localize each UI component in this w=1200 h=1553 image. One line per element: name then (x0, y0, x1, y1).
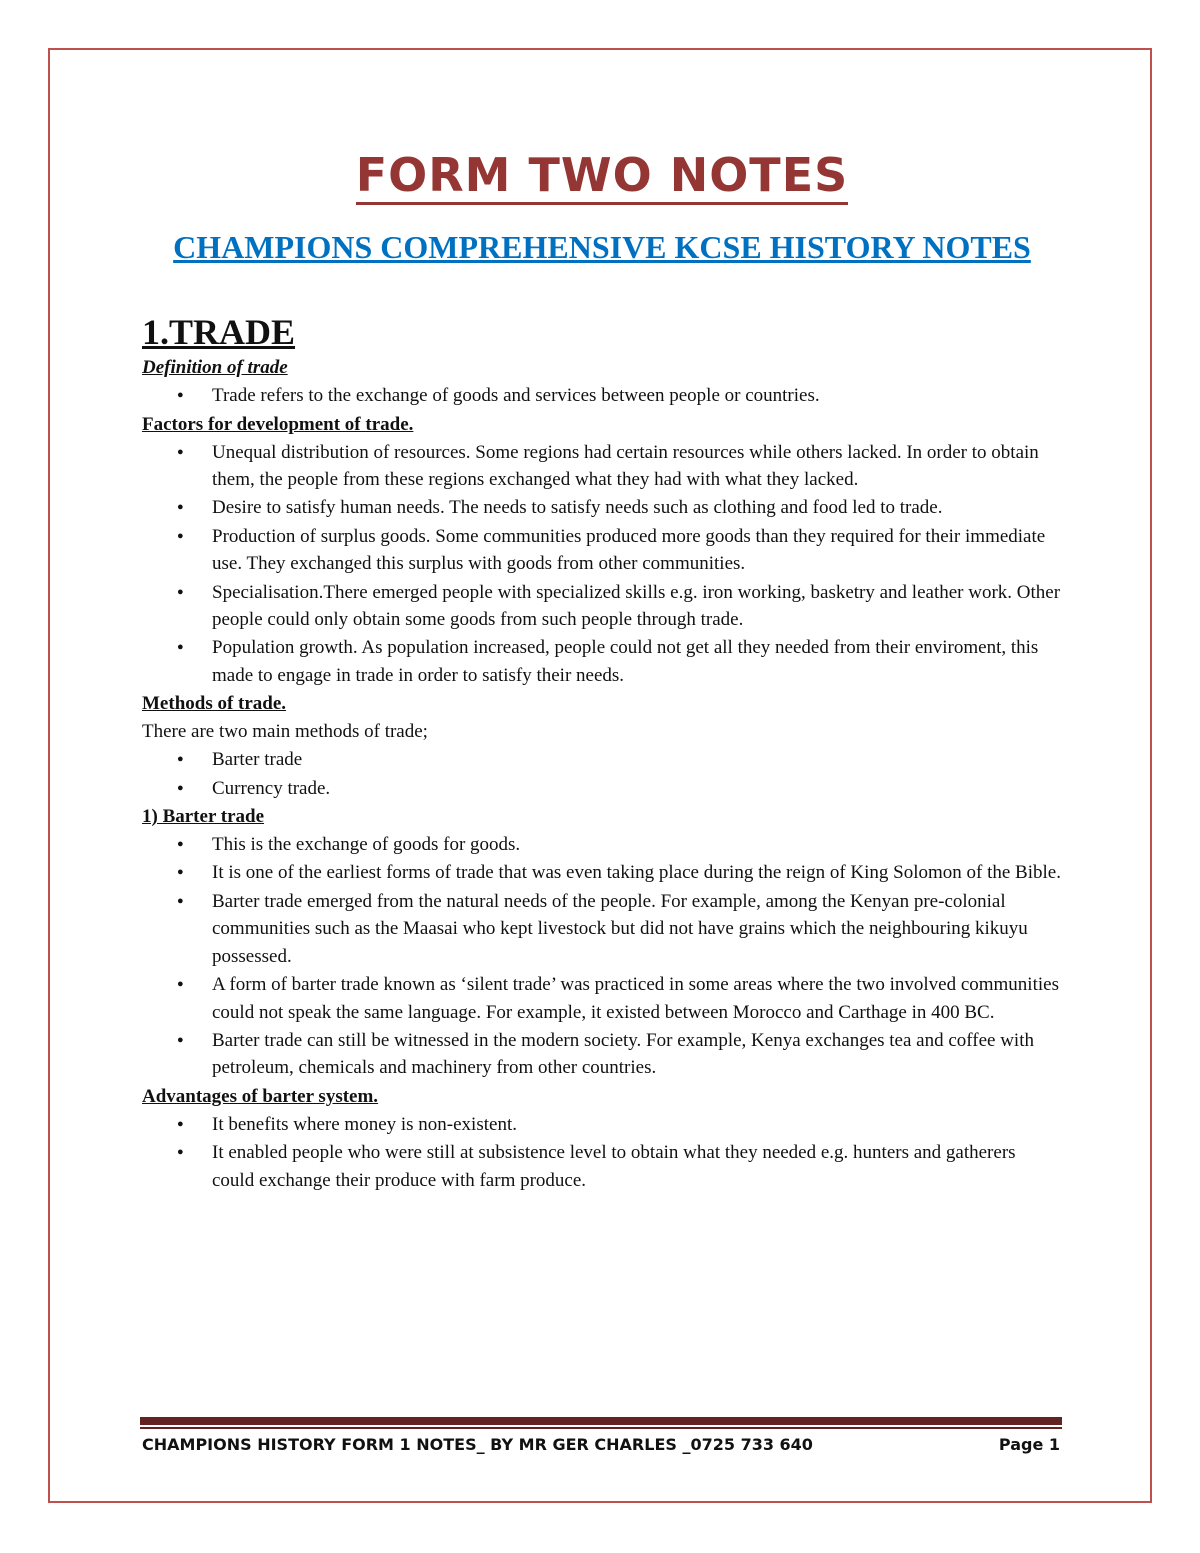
list-item: ● Barter trade (142, 746, 1062, 773)
advantages-list (142, 1111, 1062, 1194)
page-title-text: FORM TWO NOTES (356, 148, 849, 205)
definition-list (142, 382, 1062, 409)
barter-heading: 1) Barter trade (142, 806, 265, 828)
list-item: ● Barter trade emerged from the natural needs of the people. For example, among the Kenyan pre-colonial communities such as the Maasai who kept livestock but did not have grains which the neighbouring kikuyu possessed. (142, 888, 1062, 970)
methods-heading: Methods of trade. (142, 693, 287, 715)
footer-rule (140, 1417, 1062, 1425)
factors-list (142, 439, 1062, 690)
definition-heading: Definition of trade (142, 357, 288, 379)
footer-rule-thin (140, 1427, 1062, 1429)
list-item: ● This is the exchange of goods for goods. (142, 831, 1062, 858)
list-item: ● Unequal distribution of resources. Some regions had certain resources while others lacked. In order to obtain them, the people from these regions exchanged what they had with what they lacked. (142, 439, 1062, 494)
list-item: ● Desire to satisfy human needs. The needs to satisfy needs such as clothing and food led to trade. (142, 494, 1062, 521)
footer-left-text: CHAMPIONS HISTORY FORM 1 NOTES_ BY MR GER CHARLES _0725 733 640 (142, 1435, 813, 1454)
list-item: ● Currency trade. (142, 775, 1062, 802)
page-content (142, 150, 1062, 1195)
list-item: ● Production of surplus goods. Some communities produced more goods than they required for their immediate use. They exchanged this surplus with goods from other communities. (142, 523, 1062, 578)
list-item: ● Specialisation.There emerged people with specialized skills e.g. iron working, basketry and leather work. Other people could only obtain some goods from such people through trade. (142, 579, 1062, 634)
list-item: ● Trade refers to the exchange of goods and services between people or countries. (142, 382, 1062, 409)
page-number: Page 1 (998, 1435, 1060, 1454)
advantages-heading: Advantages of barter system. (142, 1085, 379, 1107)
section-heading: 1.TRADE (142, 311, 296, 352)
page-subtitle: CHAMPIONS COMPREHENSIVE KCSE HISTORY NOTES (173, 228, 1031, 265)
list-item: ● A form of barter trade known as ‘silent trade’ was practiced in some areas where the two involved communities could not speak the same language. For example, it existed between Morocco and Carthage in 400 BC. (142, 971, 1062, 1026)
factors-heading: Factors for development of trade. (142, 413, 414, 435)
barter-list (142, 831, 1062, 1082)
methods-intro: There are two main methods of trade; (142, 721, 428, 743)
methods-list (142, 746, 1062, 802)
list-item: ● It enabled people who were still at subsistence level to obtain what they needed e.g. hunters and gatherers could exchange their produce with farm produce. (142, 1139, 1062, 1194)
page-title (142, 150, 1062, 201)
list-item: ● It benefits where money is non-existent. (142, 1111, 1062, 1138)
page-footer (142, 1435, 1060, 1454)
list-item: ● Population growth. As population increased, people could not get all they needed from their enviroment, this made to engage in trade in order to satisfy their needs. (142, 634, 1062, 689)
list-item: ● Barter trade can still be witnessed in the modern society. For example, Kenya exchanges tea and coffee with petroleum, chemicals and machinery from other countries. (142, 1027, 1062, 1082)
list-item: ● It is one of the earliest forms of trade that was even taking place during the reign of King Solomon of the Bible. (142, 859, 1062, 886)
